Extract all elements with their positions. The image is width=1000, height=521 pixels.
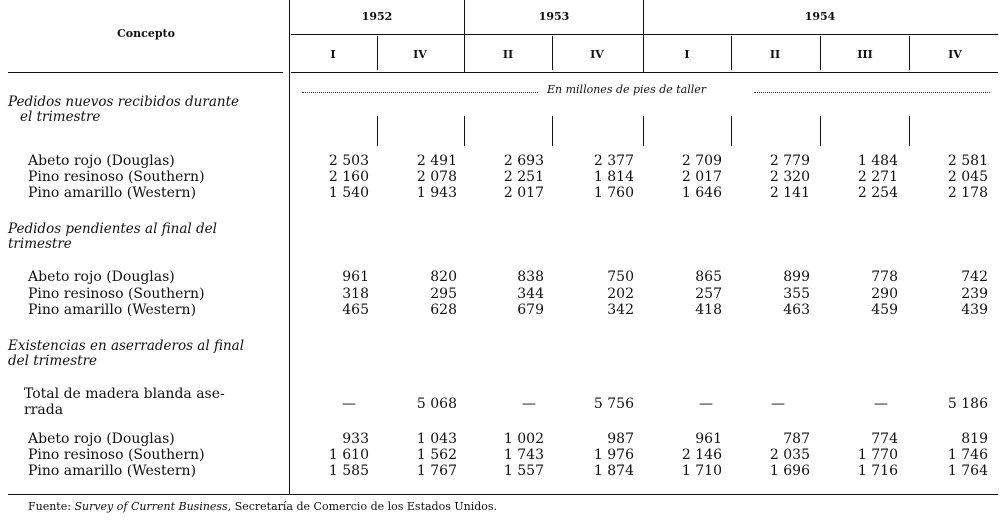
value-cell: 1 760 [593,185,634,201]
total-value-cell: — [342,396,356,412]
total-value-cell: 5 756 [593,396,634,412]
value-cell: 1 743 [503,447,544,463]
value-cell: 2 146 [681,447,722,463]
body-col-sep [909,116,910,146]
quarter-sep [552,36,553,70]
quarter-header: I [330,48,336,61]
concept-header: Concepto [117,27,175,40]
value-cell: 987 [607,431,634,447]
value-cell: 2 251 [503,169,544,185]
value-cell: 1 002 [503,431,544,447]
value-cell: 961 [695,431,722,447]
value-cell: 1 562 [416,447,457,463]
section-title-cont: del trimestre [8,353,98,369]
year-1952-header: 1952 [361,10,393,23]
total-label-cont: rrada [24,402,64,418]
value-cell: 2 271 [857,169,898,185]
value-cell: 899 [783,269,810,285]
value-cell: 742 [961,269,988,285]
value-cell: 820 [430,269,457,285]
quarter-sep [731,36,732,70]
value-cell: 865 [695,269,722,285]
quarter-header: IV [948,48,962,61]
body-col-sep [377,116,378,146]
value-cell: 2 491 [416,153,457,169]
value-cell: 774 [871,431,898,447]
section-title: Pedidos nuevos recibidos durante [8,94,239,110]
quarter-header: III [857,48,873,61]
value-cell: 465 [342,302,369,318]
quarter-header: IV [590,48,604,61]
value-cell: 463 [783,302,810,318]
divider-1953-1954 [643,0,644,72]
value-cell: 1 767 [416,463,457,479]
quarter-header: I [684,48,690,61]
row-label: Pino resinoso (Southern) [28,169,205,185]
value-cell: 933 [342,431,369,447]
value-cell: 1 557 [503,463,544,479]
total-value-cell: — [522,396,536,412]
body-col-sep [820,116,821,146]
value-cell: 2 045 [947,169,988,185]
row-label: Pino resinoso (Southern) [28,286,205,302]
value-cell: 2 078 [416,169,457,185]
value-cell: 1 540 [328,185,369,201]
quarter-sep [820,36,821,70]
footnote [28,500,497,513]
section-title-cont: trimestre [8,236,72,252]
rule-under-concept [8,72,283,73]
body-col-sep [643,116,644,146]
value-cell: 2 503 [328,153,369,169]
row-label: Pino amarillo (Western) [28,302,197,318]
value-cell: 1 814 [593,169,634,185]
value-cell: 1 610 [328,447,369,463]
value-cell: 787 [783,431,810,447]
body-col-sep [464,116,465,146]
value-cell: 1 646 [681,185,722,201]
total-value-cell: 5 068 [416,396,457,412]
year-1954-header: 1954 [804,10,836,23]
value-cell: 2 779 [769,153,810,169]
value-cell: 2 017 [503,185,544,201]
value-cell: 2 709 [681,153,722,169]
row-label: Pino resinoso (Southern) [28,447,205,463]
quarter-header: II [502,48,514,61]
value-cell: 459 [871,302,898,318]
value-cell: 1 585 [328,463,369,479]
value-cell: 318 [342,286,369,302]
quarter-sep [377,36,378,70]
rule-bottom [8,494,998,495]
value-cell: 1 770 [857,447,898,463]
value-cell: 2 693 [503,153,544,169]
value-cell: 2 581 [947,153,988,169]
value-cell: 1 484 [857,153,898,169]
value-cell: 2 320 [769,169,810,185]
row-label: Pino amarillo (Western) [28,463,197,479]
value-cell: 1 710 [681,463,722,479]
value-cell: 778 [871,269,898,285]
quarter-header: II [769,48,781,61]
section-title: Existencias en aserraderos al final [8,338,245,354]
value-cell: 2 017 [681,169,722,185]
body-col-sep [731,116,732,146]
total-value-cell: — [699,396,713,412]
value-cell: 2 141 [769,185,810,201]
total-value-cell: — [874,396,888,412]
value-cell: 819 [961,431,988,447]
total-value-cell: — [771,396,785,412]
value-cell: 679 [517,302,544,318]
year-1953-header: 1953 [538,10,570,23]
value-cell: 1 716 [857,463,898,479]
value-cell: 202 [607,286,634,302]
row-label: Abeto rojo (Douglas) [28,153,175,169]
row-label: Abeto rojo (Douglas) [28,431,175,447]
unit-label: En millones de pies de taller [547,83,707,96]
value-cell: 1 746 [947,447,988,463]
value-cell: 239 [961,286,988,302]
value-cell: 838 [517,269,544,285]
value-cell: 355 [783,286,810,302]
value-cell: 1 043 [416,431,457,447]
value-cell: 1 943 [416,185,457,201]
value-cell: 439 [961,302,988,318]
value-cell: 2 254 [857,185,898,201]
value-cell: 1 696 [769,463,810,479]
total-value-cell: 5 186 [947,396,988,412]
value-cell: 295 [430,286,457,302]
quarter-header: IV [413,48,427,61]
value-cell: 628 [430,302,457,318]
divider-1952-1953 [464,0,465,72]
value-cell: 2 160 [328,169,369,185]
total-label: Total de madera blanda ase- [24,386,225,402]
row-label: Pino amarillo (Western) [28,185,197,201]
value-cell: 961 [342,269,369,285]
section-title-cont: el trimestre [20,109,101,125]
section-title: Pedidos pendientes al final del [8,221,217,237]
footnote-prefix: Fuente: [28,500,75,513]
quarter-sep [909,36,910,70]
value-cell: 342 [607,302,634,318]
value-cell: 1 976 [593,447,634,463]
value-cell: 2 377 [593,153,634,169]
rule-under-years [291,34,998,35]
unit-dotted-right [754,92,990,93]
unit-dotted-left [302,92,538,93]
value-cell: 2 178 [947,185,988,201]
footnote-source: Survey of Current Business [74,500,228,513]
footnote-suffix: , Secretaría de Comercio de los Estados Unidos. [227,500,498,513]
value-cell: 344 [517,286,544,302]
value-cell: 257 [695,286,722,302]
value-cell: 418 [695,302,722,318]
body-col-sep [552,116,553,146]
value-cell: 1 874 [593,463,634,479]
rule-under-quarters [291,72,998,73]
value-cell: 750 [607,269,634,285]
value-cell: 2 035 [769,447,810,463]
value-cell: 1 764 [947,463,988,479]
row-label: Abeto rojo (Douglas) [28,269,175,285]
divider-concept-column [289,0,290,494]
value-cell: 290 [871,286,898,302]
